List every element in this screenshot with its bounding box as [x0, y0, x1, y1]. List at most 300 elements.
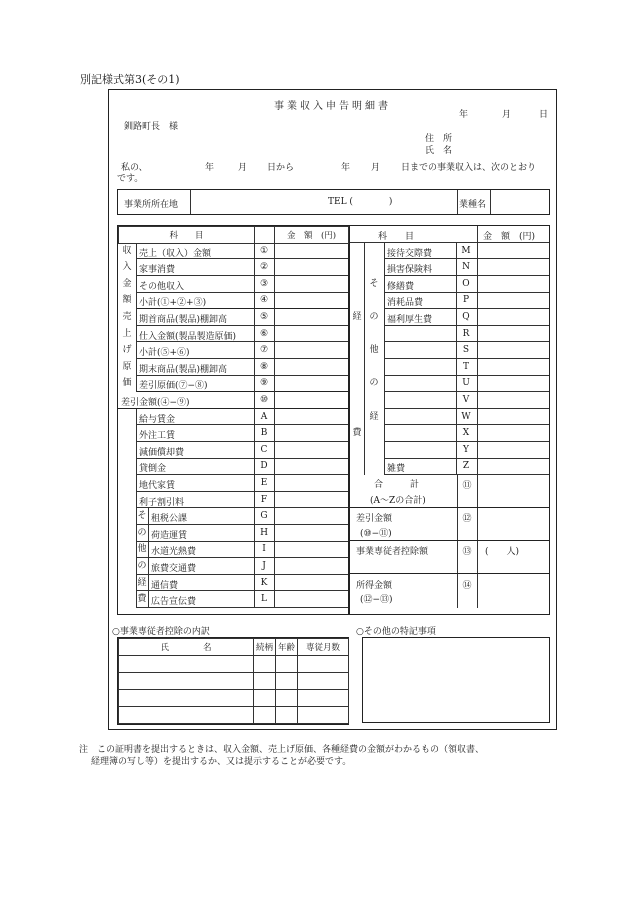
left-row-label: 地代家賃 [139, 481, 176, 491]
col-divider [274, 359, 275, 376]
other-expense-group-char: 費 [137, 594, 147, 605]
family-cell[interactable] [298, 656, 349, 673]
right-row-amount[interactable] [477, 409, 549, 426]
total-formula: (A～Zの合計) [370, 495, 426, 506]
right-row-code: X [462, 428, 470, 439]
income-group-char: 額 [122, 295, 132, 306]
right-table-row [350, 458, 549, 475]
cost-group-char: 原 [122, 361, 132, 372]
family-col-name: 氏 名 [119, 639, 254, 656]
col-divider [477, 375, 478, 392]
intro-day-1: 日から [267, 163, 295, 173]
col-divider [254, 492, 255, 509]
left-row-label: 荷造運賃 [151, 530, 188, 541]
left-row-amount[interactable] [274, 375, 348, 392]
left-row-code: ⑧ [259, 361, 269, 372]
col-divider [456, 458, 457, 475]
right-row-amount[interactable] [477, 392, 549, 409]
col-divider [477, 442, 478, 459]
left-row-code: ② [259, 262, 269, 273]
left-table-row [118, 292, 348, 309]
left-row-code: B [260, 428, 268, 439]
left-row-code: F [260, 494, 268, 505]
right-row-amount[interactable] [477, 458, 549, 475]
left-row-amount[interactable] [274, 575, 348, 592]
cost-group-char: 価 [122, 378, 132, 389]
right-table-row [350, 359, 549, 376]
business-type-input[interactable] [492, 193, 547, 211]
col-divider [456, 409, 457, 426]
left-row-code: ③ [259, 278, 269, 289]
net-amount-amount-field[interactable] [477, 508, 549, 541]
left-table-row [118, 425, 348, 442]
left-row-amount[interactable] [274, 392, 348, 409]
right-row-amount[interactable] [477, 243, 549, 260]
col-divider [477, 259, 478, 276]
left-row-label: 期首商品(製品)棚卸高 [139, 315, 228, 325]
intro-year-2: 年 [341, 163, 351, 173]
sonota-group-char: 他 [369, 345, 379, 356]
family-cell[interactable] [298, 673, 349, 690]
col-divider [274, 558, 275, 575]
left-row-code: ④ [259, 295, 269, 306]
total-amount-field[interactable] [477, 475, 549, 508]
left-row-label: その他収入 [139, 281, 185, 292]
left-row-label: 旅費交通費 [151, 564, 197, 574]
col-divider [456, 442, 457, 459]
footnote-line-1: 注 この証明書を提出するときは、収入金額、売上げ原価、各種経費の金額がわかるもの（領収書、 [79, 745, 485, 755]
left-row-code: I [262, 544, 266, 555]
sonota-group-char: の [369, 312, 379, 322]
col-divider [456, 243, 457, 260]
total-code: ⑪ [462, 481, 472, 491]
left-row-amount[interactable] [274, 309, 348, 326]
left-row-amount[interactable] [274, 591, 348, 608]
left-row-amount[interactable] [274, 292, 348, 309]
col-divider [477, 475, 478, 508]
left-row-code: ⑤ [259, 312, 269, 322]
tel-label: TEL ( ) [328, 197, 393, 207]
left-row-amount[interactable] [274, 508, 348, 525]
col-divider [477, 458, 478, 475]
right-row-amount[interactable] [477, 375, 549, 392]
form-number-label: 別記様式第3(その1) [80, 73, 180, 86]
col-divider [477, 276, 478, 293]
left-row-label: 仕入金額(製品製造原価) [139, 331, 237, 342]
col-divider [254, 591, 255, 608]
left-table-row [118, 359, 348, 376]
left-row-amount[interactable] [274, 558, 348, 575]
right-row-amount[interactable] [477, 276, 549, 293]
left-table-row [118, 409, 348, 426]
left-table-row [118, 541, 348, 558]
left-row-code: E [260, 478, 268, 488]
col-divider [456, 259, 457, 276]
family-cell[interactable] [298, 690, 349, 707]
left-header-amount: 金 額 (円) [275, 227, 349, 244]
col-divider [254, 442, 255, 459]
intro-text: 私の、 [121, 163, 148, 173]
left-row-code: ⑥ [259, 328, 269, 339]
col-divider [254, 475, 255, 492]
cost-group-char: 上 [122, 328, 132, 339]
col-divider [254, 292, 255, 309]
income-group-char: 収 [122, 245, 132, 256]
right-row-amount[interactable] [477, 259, 549, 276]
addressee: 釧路町長 様 [124, 122, 179, 132]
net-amount-block [350, 508, 549, 541]
other-expense-group-char: の [137, 527, 147, 538]
net-amount-formula: (⑩−⑪) [360, 528, 392, 539]
col-divider [477, 508, 478, 541]
left-row-label: 広告宣伝費 [151, 597, 197, 608]
right-row-code: R [462, 328, 470, 339]
left-row-amount[interactable] [274, 342, 348, 359]
right-header [350, 226, 549, 243]
left-table-row [118, 243, 348, 260]
col-divider [274, 409, 275, 426]
date-month: 月 [502, 110, 512, 120]
left-table-row [118, 591, 348, 608]
left-table-row [118, 309, 348, 326]
family-cell[interactable] [119, 673, 254, 690]
right-row-amount[interactable] [477, 425, 549, 442]
family-section-title: ○事業専従者控除の内訳 [112, 627, 210, 637]
total-label: 合 計 [374, 480, 420, 490]
col-divider [254, 458, 255, 475]
intro-month-1: 月 [238, 163, 248, 173]
remarks-box[interactable] [362, 637, 550, 723]
left-row-amount[interactable] [274, 259, 348, 276]
left-row-amount[interactable] [274, 442, 348, 459]
left-row-amount[interactable] [274, 425, 348, 442]
right-row-label: 雑費 [387, 464, 406, 475]
income-amount-amount-field[interactable] [477, 575, 549, 608]
left-row-label: 差引金額(④−⑨) [121, 398, 190, 408]
col-divider [254, 392, 255, 409]
left-row-label: 利子割引料 [139, 497, 185, 508]
address-label: 住 所 [425, 134, 453, 144]
cost-group-char: 売 [122, 312, 132, 322]
family-cell[interactable] [254, 690, 276, 707]
left-row-label: 期末商品(製品)棚卸高 [139, 364, 228, 375]
col-divider [456, 375, 457, 392]
income-group-char: 金 [122, 278, 132, 289]
left-row-label: 差引原価(⑦−⑧) [139, 381, 208, 392]
right-row-amount[interactable] [477, 442, 549, 459]
left-table [117, 225, 349, 615]
left-row-code: C [260, 444, 268, 455]
right-row-code: W [461, 411, 471, 422]
col-divider [254, 425, 255, 442]
col-divider [274, 392, 275, 409]
family-deduction-code: ⑬ [462, 547, 472, 558]
col-divider [274, 243, 275, 260]
col-divider [254, 276, 255, 293]
left-row-amount[interactable] [274, 326, 348, 343]
left-row-label: 貸倒金 [139, 464, 167, 475]
family-cell[interactable] [254, 656, 276, 673]
left-row-label: 小計(⑤+⑥) [139, 348, 190, 359]
family-col-age: 年齢 [276, 639, 298, 656]
col-divider [477, 243, 478, 260]
other-expense-group-char: そ [137, 511, 147, 522]
group-divider [148, 508, 149, 608]
col-divider [254, 409, 255, 426]
left-table-row [118, 276, 348, 293]
family-cell[interactable] [298, 707, 349, 724]
left-table-row [118, 508, 348, 525]
col-divider [274, 492, 275, 509]
right-row-amount[interactable] [477, 359, 549, 376]
left-row-label: 水道光熱費 [151, 547, 197, 558]
right-row-code: T [462, 361, 469, 372]
col-divider [254, 259, 255, 276]
col-divider [477, 392, 478, 409]
family-cell[interactable] [276, 707, 298, 724]
right-row-code: P [462, 295, 470, 306]
col-divider [456, 326, 457, 343]
left-table-row [118, 259, 348, 276]
col-divider [274, 326, 275, 343]
col-divider [274, 276, 275, 293]
col-divider [456, 276, 457, 293]
left-table-row [118, 326, 348, 343]
right-row-amount[interactable] [477, 326, 549, 343]
col-divider [456, 342, 457, 359]
left-table-row [118, 442, 348, 459]
family-cell[interactable] [119, 690, 254, 707]
left-row-label: 小計(①+②+③) [139, 298, 207, 309]
left-row-code: ⑩ [259, 395, 269, 405]
right-row-code: Q [462, 312, 470, 322]
col-divider [456, 309, 457, 326]
intro-month-2: 月 [371, 163, 381, 173]
right-table [349, 225, 550, 615]
col-divider [254, 243, 255, 260]
name-label: 氏 名 [425, 146, 453, 156]
right-row-code: N [462, 262, 470, 273]
col-divider [274, 309, 275, 326]
remarks-section-title: ○その他の特記事項 [356, 627, 436, 637]
right-row-amount[interactable] [477, 292, 549, 309]
left-row-code: D [260, 461, 268, 472]
left-row-code: L [261, 594, 267, 605]
income-amount-code: ⑭ [462, 580, 472, 591]
left-row-amount[interactable] [274, 475, 348, 492]
col-divider [274, 342, 275, 359]
family-cell[interactable] [276, 673, 298, 690]
sonota-group-char: そ [369, 278, 379, 289]
right-row-label: 損害保険料 [387, 265, 433, 276]
right-row-amount[interactable] [477, 309, 549, 326]
col-divider [477, 309, 478, 326]
sonota-group-char: の [369, 378, 379, 389]
col-divider [274, 508, 275, 525]
right-row-code: U [462, 378, 470, 389]
col-divider [254, 575, 255, 592]
right-header-item: 科 目 [378, 232, 415, 242]
family-col-months: 専従月数 [298, 639, 349, 656]
keihi-group-char: 費 [352, 428, 362, 439]
right-row-code: S [462, 345, 470, 356]
col-divider [477, 292, 478, 309]
right-table-row [350, 259, 549, 276]
family-deduction-block [350, 541, 549, 574]
group-divider [384, 243, 385, 475]
col-divider [274, 475, 275, 492]
right-table-row [350, 392, 549, 409]
col-divider [274, 425, 275, 442]
left-table-row [118, 392, 348, 409]
left-row-label: 通信費 [151, 580, 179, 591]
col-divider [456, 359, 457, 376]
left-table-row [118, 492, 348, 509]
right-row-code: Y [463, 444, 469, 455]
col-divider [477, 541, 478, 574]
right-row-code: O [462, 278, 470, 289]
family-deduction-unit: ( 人) [485, 547, 520, 558]
left-row-label: 租税公課 [151, 514, 188, 525]
left-row-amount[interactable] [274, 359, 348, 376]
family-cell[interactable] [254, 707, 276, 724]
left-row-label: 外注工賃 [139, 431, 176, 442]
right-table-row [350, 425, 549, 442]
col-divider [457, 475, 458, 508]
left-row-amount[interactable] [274, 541, 348, 558]
left-row-amount[interactable] [274, 276, 348, 293]
right-row-code: V [462, 395, 470, 405]
family-cell[interactable] [276, 690, 298, 707]
other-expense-group-char: 経 [137, 577, 147, 588]
col-divider [254, 309, 255, 326]
col-divider [254, 342, 255, 359]
family-cell[interactable] [254, 673, 276, 690]
location-input[interactable] [192, 193, 454, 211]
footnote [79, 744, 569, 768]
col-divider [274, 575, 275, 592]
left-header-item: 科 目 [119, 227, 255, 244]
left-row-code: ① [259, 245, 269, 256]
col-divider [457, 508, 458, 541]
left-row-amount[interactable] [274, 409, 348, 426]
col-divider [456, 392, 457, 409]
family-cell[interactable] [119, 656, 254, 673]
col-divider [477, 409, 478, 426]
left-table-row [118, 375, 348, 392]
col-divider [274, 375, 275, 392]
col-divider [457, 541, 458, 574]
col-divider [254, 359, 255, 376]
left-row-code: ⑦ [259, 345, 269, 356]
right-row-label: 接待交際費 [387, 248, 433, 259]
col-divider [254, 558, 255, 575]
col-divider [274, 525, 275, 542]
left-row-label: 売上（収入）金額 [139, 248, 212, 259]
right-row-label: 修繕費 [387, 281, 415, 292]
right-row-amount[interactable] [477, 342, 549, 359]
right-row-label: 消耗品費 [387, 298, 424, 309]
col-divider [274, 541, 275, 558]
family-cell[interactable] [119, 707, 254, 724]
keihi-group-char: 経 [352, 312, 362, 322]
family-deduction-label: 事業専従者控除額 [356, 547, 429, 558]
left-row-label: 減価償却費 [139, 447, 185, 458]
col-divider [274, 292, 275, 309]
left-row-code: ⑨ [259, 378, 269, 389]
col-divider [274, 259, 275, 276]
col-divider [456, 425, 457, 442]
right-table-row [350, 292, 549, 309]
family-col-relation: 続柄 [254, 639, 276, 656]
left-table-row [118, 342, 348, 359]
col-divider [254, 508, 255, 525]
income-amount-formula: (⑫−⑬) [360, 595, 393, 606]
col-divider [477, 326, 478, 343]
col-divider [274, 458, 275, 475]
col-divider [254, 525, 255, 542]
right-row-label: 福利厚生費 [387, 315, 433, 325]
col-divider [477, 359, 478, 376]
left-table-row [118, 575, 348, 592]
footnote-line-2: 経理簿の写し等）を提出するか、又は提示することが必要です。 [91, 757, 352, 767]
col-divider [254, 375, 255, 392]
left-row-label: 給与賃金 [139, 414, 176, 425]
cost-group-char: げ [122, 345, 132, 356]
right-header-amount: 金 額 (円) [483, 232, 536, 242]
family-table [117, 637, 349, 725]
col-divider [457, 575, 458, 608]
left-row-label: 家事消費 [139, 265, 176, 276]
left-row-amount[interactable] [274, 492, 348, 509]
right-table-row [350, 243, 549, 260]
col-divider [477, 575, 478, 608]
document-title: 事業収入申告明細書 [274, 101, 391, 112]
intro-year-1: 年 [205, 163, 215, 173]
income-amount-block [350, 575, 549, 608]
net-amount-code: ⑫ [462, 514, 472, 525]
left-row-code: H [260, 527, 268, 538]
intro-text-2: です。 [117, 174, 144, 184]
net-amount-label: 差引金額 [356, 514, 393, 525]
other-expense-group-char: の [137, 561, 147, 571]
left-row-code: G [260, 511, 268, 522]
date-year: 年 [459, 110, 469, 120]
family-cell[interactable] [276, 656, 298, 673]
right-row-code: Z [462, 461, 470, 472]
left-row-amount[interactable] [274, 458, 348, 475]
col-divider [254, 541, 255, 558]
other-expense-group-char: 他 [137, 544, 147, 555]
left-row-code: J [262, 561, 266, 571]
row-divider [136, 607, 348, 608]
col-divider [254, 326, 255, 343]
left-table-row [118, 558, 348, 575]
col-divider [456, 292, 457, 309]
left-table-row [118, 525, 348, 542]
left-row-code: A [260, 411, 268, 422]
income-amount-label: 所得金額 [356, 580, 393, 591]
left-table-row [118, 458, 348, 475]
right-table-row [350, 442, 549, 459]
family-deduction-amount-field[interactable] [477, 541, 549, 574]
col-divider [274, 442, 275, 459]
left-row-amount[interactable] [274, 243, 348, 260]
left-table-row [118, 475, 348, 492]
date-day: 日 [539, 110, 549, 120]
left-row-amount[interactable] [274, 525, 348, 542]
left-row-code: K [260, 577, 268, 588]
